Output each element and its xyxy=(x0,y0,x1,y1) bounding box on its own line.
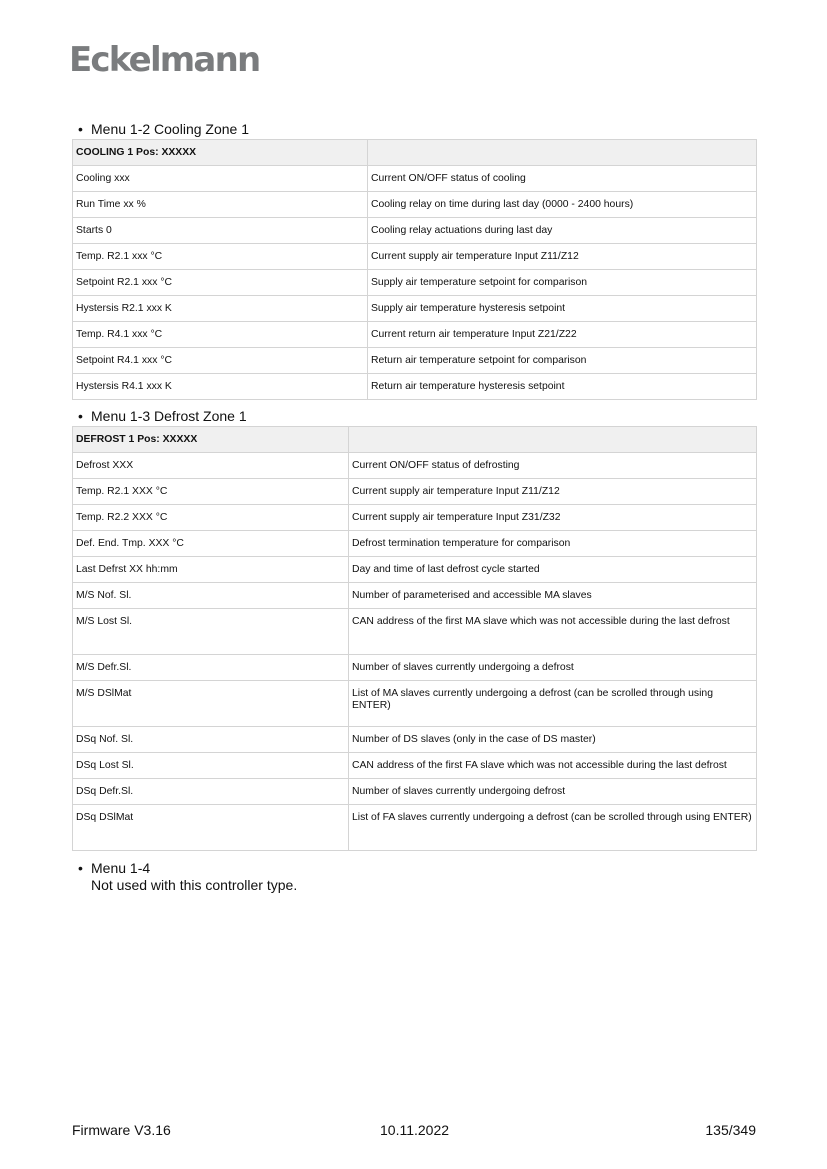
parameter-cell: M/S Defr.Sl. xyxy=(73,655,349,681)
description-cell: Supply air temperature hysteresis setpoint xyxy=(368,296,757,322)
cooling-table xyxy=(72,139,757,400)
description-cell: Defrost termination temperature for comparison xyxy=(349,531,757,557)
description-cell: CAN address of the first MA slave which was not accessible during the last defrost xyxy=(349,609,757,655)
description-cell: Number of DS slaves (only in the case of DS master) xyxy=(349,727,757,753)
page-content xyxy=(72,119,756,895)
table-header-cell: DEFROST 1 Pos: XXXXX xyxy=(73,427,349,453)
section-heading-defrost xyxy=(72,408,756,425)
table-row xyxy=(73,322,757,348)
parameter-cell: Hystersis R4.1 xxx K xyxy=(73,374,368,400)
bullet-icon: • xyxy=(78,860,83,876)
description-cell: Cooling relay on time during last day (0000 - 2400 hours) xyxy=(368,192,757,218)
table-row xyxy=(73,609,757,655)
description-cell: Number of parameterised and accessible MA slaves xyxy=(349,583,757,609)
table-row xyxy=(73,681,757,727)
table-row xyxy=(73,753,757,779)
table-row xyxy=(73,779,757,805)
description-cell: Cooling relay actuations during last day xyxy=(368,218,757,244)
table-row xyxy=(73,727,757,753)
parameter-cell: M/S Lost Sl. xyxy=(73,609,349,655)
section-heading-menu-1-4 xyxy=(72,860,756,894)
parameter-cell: Run Time xx % xyxy=(73,192,368,218)
footer-firmware: Firmware V3.16 xyxy=(72,1122,171,1138)
parameter-cell: Last Defrst XX hh:mm xyxy=(73,557,349,583)
parameter-cell: Temp. R2.2 XXX °C xyxy=(73,505,349,531)
description-cell: CAN address of the first FA slave which was not accessible during the last defrost xyxy=(349,753,757,779)
section-heading-text: Menu 1-4 xyxy=(91,860,151,876)
table-header-row xyxy=(73,427,757,453)
parameter-cell: M/S DSlMat xyxy=(73,681,349,727)
parameter-cell: Setpoint R2.1 xxx °C xyxy=(73,270,368,296)
table-row xyxy=(73,655,757,681)
parameter-cell: Defrost XXX xyxy=(73,453,349,479)
table-row xyxy=(73,505,757,531)
table-header-cell: COOLING 1 Pos: XXXXX xyxy=(73,140,368,166)
description-cell: Current ON/OFF status of defrosting xyxy=(349,453,757,479)
description-cell: List of FA slaves currently undergoing a defrost (can be scrolled through using ENTER) xyxy=(349,805,757,851)
menu-1-4-note: Not used with this controller type. xyxy=(91,877,298,893)
description-cell: Return air temperature hysteresis setpoint xyxy=(368,374,757,400)
table-row xyxy=(73,557,757,583)
defrost-table xyxy=(72,426,757,851)
parameter-cell: Starts 0 xyxy=(73,218,368,244)
table-row xyxy=(73,531,757,557)
parameter-cell: M/S Nof. Sl. xyxy=(73,583,349,609)
bullet-icon: • xyxy=(78,408,83,424)
description-cell: Current supply air temperature Input Z11/Z12 xyxy=(368,244,757,270)
description-cell: Number of slaves currently undergoing defrost xyxy=(349,779,757,805)
parameter-cell: Temp. R2.1 xxx °C xyxy=(73,244,368,270)
eckelmann-logo: Eckelmann xyxy=(69,40,260,80)
table-header-row xyxy=(73,140,757,166)
parameter-cell: Hystersis R2.1 xxx K xyxy=(73,296,368,322)
description-cell: Current supply air temperature Input Z31/Z32 xyxy=(349,505,757,531)
description-cell: Return air temperature setpoint for comparison xyxy=(368,348,757,374)
footer-page-number: 135/349 xyxy=(705,1122,756,1138)
description-cell: Current supply air temperature Input Z11/Z12 xyxy=(349,479,757,505)
table-row xyxy=(73,453,757,479)
description-cell: Number of slaves currently undergoing a defrost xyxy=(349,655,757,681)
description-cell: Supply air temperature setpoint for comparison xyxy=(368,270,757,296)
parameter-cell: Cooling xxx xyxy=(73,166,368,192)
footer-date: 10.11.2022 xyxy=(380,1122,450,1138)
description-cell: Current return air temperature Input Z21/Z22 xyxy=(368,322,757,348)
table-row xyxy=(73,374,757,400)
table-row xyxy=(73,479,757,505)
description-cell: Day and time of last defrost cycle started xyxy=(349,557,757,583)
table-row xyxy=(73,244,757,270)
table-row xyxy=(73,270,757,296)
table-row xyxy=(73,218,757,244)
table-row xyxy=(73,348,757,374)
section-heading-cooling xyxy=(72,121,756,138)
table-row xyxy=(73,805,757,851)
table-row xyxy=(73,192,757,218)
table-header-cell xyxy=(368,140,757,166)
parameter-cell: DSq Defr.Sl. xyxy=(73,779,349,805)
description-cell: Current ON/OFF status of cooling xyxy=(368,166,757,192)
parameter-cell: DSq DSlMat xyxy=(73,805,349,851)
parameter-cell: Temp. R2.1 XXX °C xyxy=(73,479,349,505)
parameter-cell: Setpoint R4.1 xxx °C xyxy=(73,348,368,374)
table-header-cell xyxy=(349,427,757,453)
table-row xyxy=(73,583,757,609)
parameter-cell: Def. End. Tmp. XXX °C xyxy=(73,531,349,557)
bullet-icon: • xyxy=(78,121,83,137)
parameter-cell: DSq Nof. Sl. xyxy=(73,727,349,753)
parameter-cell: Temp. R4.1 xxx °C xyxy=(73,322,368,348)
table-row xyxy=(73,166,757,192)
table-row xyxy=(73,296,757,322)
section-heading-text: Menu 1-3 Defrost Zone 1 xyxy=(91,408,247,424)
section-heading-text: Menu 1-2 Cooling Zone 1 xyxy=(91,121,249,137)
parameter-cell: DSq Lost Sl. xyxy=(73,753,349,779)
description-cell: List of MA slaves currently undergoing a defrost (can be scrolled through using ENTER) xyxy=(349,681,757,727)
